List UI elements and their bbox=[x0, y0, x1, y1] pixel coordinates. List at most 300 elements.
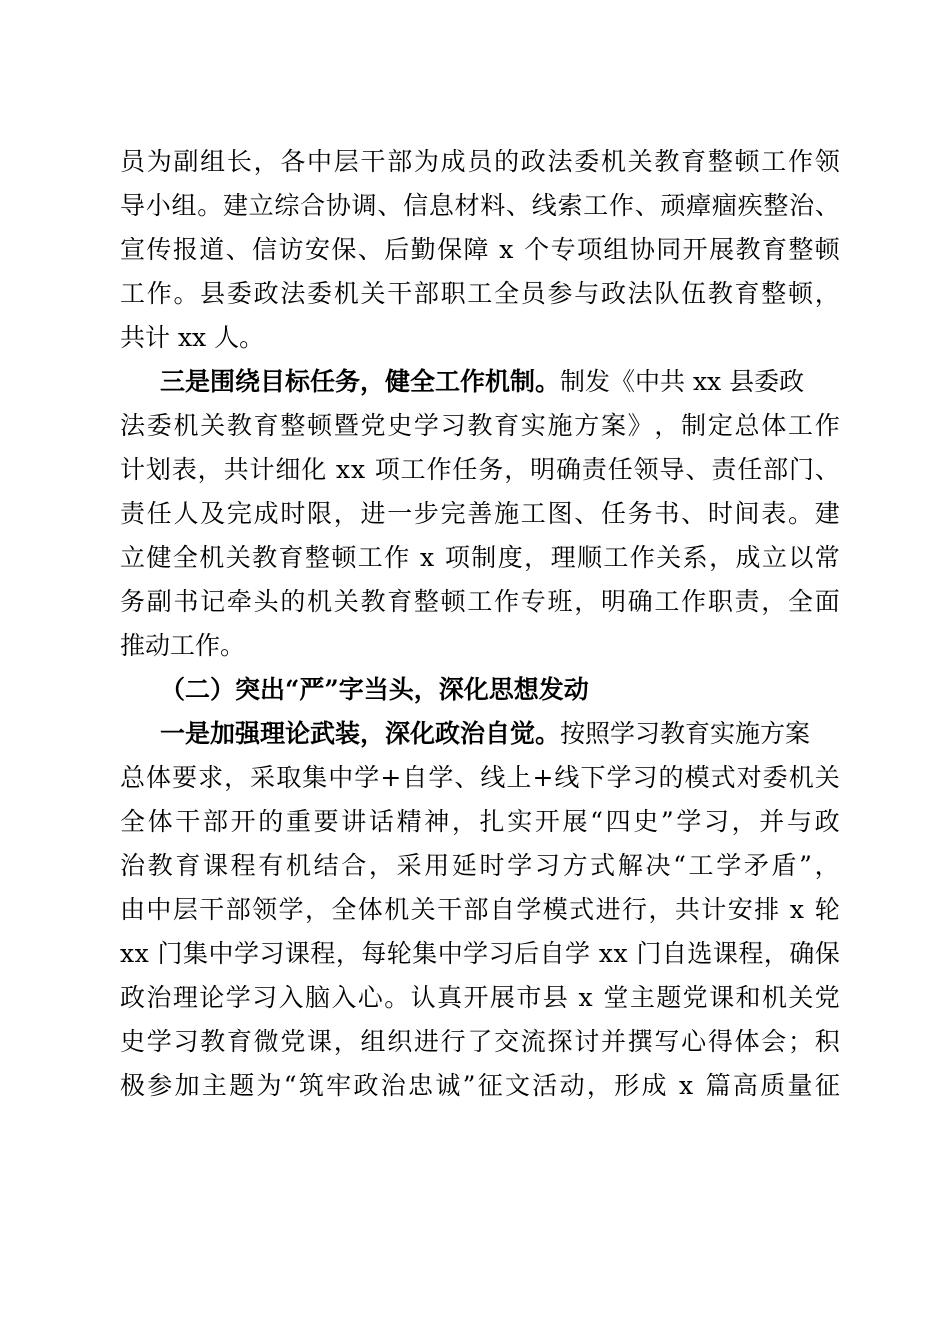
glyph: 体 bbox=[147, 807, 173, 836]
glyph: 政 bbox=[814, 807, 840, 836]
glyph: 课 bbox=[284, 939, 310, 968]
glyph: 、 bbox=[814, 455, 840, 484]
glyph: 领 bbox=[814, 147, 840, 176]
glyph: 学 bbox=[354, 763, 380, 792]
glyph: ， bbox=[335, 939, 361, 968]
glyph: 委 bbox=[574, 147, 600, 176]
glyph: 写 bbox=[654, 1027, 680, 1056]
glyph: 习 bbox=[534, 851, 560, 880]
text-line: 共计 xx 人。 bbox=[120, 323, 265, 352]
glyph: 干 bbox=[387, 279, 413, 308]
glyph: 作 bbox=[426, 455, 452, 484]
glyph: 。 bbox=[384, 983, 410, 1012]
glyph: 整 bbox=[788, 235, 814, 264]
glyph bbox=[594, 976, 602, 1020]
glyph: 书 bbox=[654, 499, 680, 528]
glyph: 委 bbox=[307, 279, 333, 308]
glyph: 学 bbox=[565, 939, 591, 968]
glyph: 部 bbox=[763, 455, 789, 484]
glyph: 加 bbox=[174, 1071, 200, 1100]
text-line bbox=[120, 888, 840, 932]
glyph: x bbox=[679, 1071, 694, 1100]
glyph: 员 bbox=[120, 147, 146, 176]
glyph: 小 bbox=[145, 191, 171, 220]
glyph: ， bbox=[524, 543, 550, 572]
glyph: 有 bbox=[258, 851, 284, 880]
glyph: 工 bbox=[787, 411, 813, 440]
glyph: “ bbox=[283, 1071, 297, 1100]
glyph: 表 bbox=[761, 499, 787, 528]
glyph: 学 bbox=[233, 939, 259, 968]
glyph: 行 bbox=[440, 1027, 466, 1056]
document-body bbox=[120, 140, 840, 1108]
glyph: 每 bbox=[361, 939, 387, 968]
glyph: 限 bbox=[307, 499, 333, 528]
glyph: 工 bbox=[120, 279, 146, 308]
glyph: 工 bbox=[583, 191, 609, 220]
glyph: 疾 bbox=[737, 191, 763, 220]
glyph: 课 bbox=[712, 939, 738, 968]
glyph: 关 bbox=[333, 587, 359, 616]
glyph: 入 bbox=[331, 983, 357, 1012]
text-line bbox=[120, 1064, 840, 1108]
glyph: 划 bbox=[145, 455, 171, 484]
glyph bbox=[149, 932, 157, 976]
glyph: 学 bbox=[676, 807, 702, 836]
glyph: 、 bbox=[814, 191, 840, 220]
glyph: 学 bbox=[146, 1027, 172, 1056]
glyph: 班 bbox=[547, 587, 573, 616]
glyph: 模 bbox=[542, 895, 568, 924]
glyph: 量 bbox=[787, 1071, 813, 1100]
glyph: 头 bbox=[253, 587, 279, 616]
glyph: 息 bbox=[428, 191, 454, 220]
glyph: 法 bbox=[547, 147, 573, 176]
glyph: 调 bbox=[351, 191, 377, 220]
glyph: 整 bbox=[707, 147, 733, 176]
glyph: 务 bbox=[627, 499, 653, 528]
glyph: 下 bbox=[580, 763, 606, 792]
glyph: 取 bbox=[276, 763, 302, 792]
glyph bbox=[436, 536, 444, 580]
glyph: 成 bbox=[253, 499, 279, 528]
glyph: 心 bbox=[681, 1027, 707, 1056]
glyph: 顿 bbox=[440, 587, 466, 616]
glyph: 全 bbox=[787, 587, 813, 616]
glyph: 治 bbox=[789, 191, 815, 220]
glyph: 领 bbox=[633, 455, 659, 484]
glyph: 认 bbox=[410, 983, 436, 1012]
glyph: 育 bbox=[734, 279, 760, 308]
glyph: 安 bbox=[727, 895, 753, 924]
glyph: 得 bbox=[707, 1027, 733, 1056]
glyph: 重 bbox=[285, 807, 311, 836]
glyph: 实 bbox=[507, 807, 533, 836]
glyph: 责 bbox=[711, 455, 737, 484]
glyph: 关 bbox=[814, 763, 840, 792]
glyph: 干 bbox=[437, 895, 463, 924]
glyph: 顿 bbox=[307, 411, 333, 440]
glyph: 门 bbox=[789, 455, 815, 484]
glyph: 责 bbox=[734, 587, 760, 616]
glyph: ， bbox=[451, 807, 477, 836]
glyph: ， bbox=[333, 499, 359, 528]
glyph: 教 bbox=[226, 411, 252, 440]
glyph: ， bbox=[814, 851, 840, 880]
text-line bbox=[120, 580, 840, 624]
glyph: 习 bbox=[703, 807, 729, 836]
glyph: 矛 bbox=[743, 851, 769, 880]
glyph: 建 bbox=[814, 499, 840, 528]
glyph: 合 bbox=[341, 851, 367, 880]
glyph: 党 bbox=[814, 983, 840, 1012]
glyph: 集 bbox=[183, 939, 209, 968]
glyph: 时 bbox=[707, 499, 733, 528]
glyph: 主 bbox=[201, 1071, 227, 1100]
glyph: 话 bbox=[368, 807, 394, 836]
glyph: 化 bbox=[301, 455, 327, 484]
glyph: 整 bbox=[763, 191, 789, 220]
glyph: 副 bbox=[173, 147, 199, 176]
glyph: 制 bbox=[681, 411, 707, 440]
text-span: 制发《中共 xx 县委政 bbox=[560, 367, 805, 396]
glyph: 展 bbox=[562, 807, 588, 836]
glyph: 习 bbox=[252, 983, 278, 1012]
glyph: ， bbox=[763, 939, 789, 968]
glyph: 治 bbox=[146, 983, 172, 1012]
glyph: 以 bbox=[788, 543, 814, 572]
glyph: 牢 bbox=[326, 1071, 352, 1100]
glyph: 自 bbox=[539, 939, 565, 968]
glyph: 学 bbox=[225, 983, 251, 1012]
glyph: 工 bbox=[603, 543, 629, 572]
glyph: 用 bbox=[424, 851, 450, 880]
glyph: 工 bbox=[761, 147, 787, 176]
glyph: 题 bbox=[656, 983, 682, 1012]
glyph: 进 bbox=[595, 895, 621, 924]
glyph: 交 bbox=[494, 1027, 520, 1056]
glyph: 党 bbox=[682, 983, 708, 1012]
glyph: 党 bbox=[280, 1027, 306, 1056]
glyph: 诚 bbox=[435, 1071, 461, 1100]
glyph: 自 bbox=[402, 763, 428, 792]
glyph: 机 bbox=[600, 147, 626, 176]
glyph: 导 bbox=[120, 191, 146, 220]
text-line bbox=[120, 228, 840, 272]
glyph: 定 bbox=[707, 411, 733, 440]
glyph bbox=[490, 228, 498, 272]
glyph: 时 bbox=[280, 499, 306, 528]
glyph: ， bbox=[224, 763, 250, 792]
glyph: 项 bbox=[576, 235, 602, 264]
glyph: 作 bbox=[608, 191, 634, 220]
glyph: ， bbox=[761, 587, 787, 616]
glyph: 表 bbox=[171, 455, 197, 484]
glyph: 习 bbox=[173, 1027, 199, 1056]
glyph: 安 bbox=[304, 235, 330, 264]
glyph: 材 bbox=[454, 191, 480, 220]
glyph: 机 bbox=[173, 411, 199, 440]
glyph: 程 bbox=[230, 851, 256, 880]
glyph: 立 bbox=[248, 191, 274, 220]
glyph: 与 bbox=[786, 807, 812, 836]
glyph: 选 bbox=[687, 939, 713, 968]
glyph: 责 bbox=[581, 455, 607, 484]
glyph: 图 bbox=[547, 499, 573, 528]
glyph: 明 bbox=[530, 455, 556, 484]
glyph: 脑 bbox=[304, 983, 330, 1012]
glyph: 县 bbox=[542, 983, 568, 1012]
glyph: ” bbox=[799, 851, 812, 880]
glyph: 项 bbox=[444, 543, 470, 572]
glyph: 干 bbox=[175, 807, 201, 836]
glyph: 。 bbox=[787, 499, 813, 528]
paragraph-lead: 三是围绕目标任务，健全工作机制。 bbox=[160, 367, 561, 396]
glyph: 、 bbox=[574, 499, 600, 528]
glyph: 政 bbox=[353, 1071, 379, 1100]
glyph: 系 bbox=[682, 543, 708, 572]
glyph: 确 bbox=[789, 939, 815, 968]
glyph: 专 bbox=[520, 587, 546, 616]
glyph: ， bbox=[654, 411, 680, 440]
glyph: 顽 bbox=[660, 191, 686, 220]
glyph: 对 bbox=[736, 763, 762, 792]
glyph: 征 bbox=[477, 1071, 503, 1100]
glyph: 委 bbox=[226, 279, 252, 308]
glyph: “ bbox=[590, 807, 603, 836]
glyph: 暨 bbox=[333, 411, 359, 440]
glyph: 开 bbox=[463, 983, 489, 1012]
glyph: 职 bbox=[440, 279, 466, 308]
glyph: 时 bbox=[479, 851, 505, 880]
glyph: ， bbox=[504, 455, 530, 484]
glyph: 顿 bbox=[787, 279, 813, 308]
glyph: 总 bbox=[120, 763, 146, 792]
glyph: 展 bbox=[489, 983, 515, 1012]
glyph: 任 bbox=[607, 455, 633, 484]
glyph: 理 bbox=[550, 543, 576, 572]
glyph: 论 bbox=[199, 983, 225, 1012]
glyph: 面 bbox=[814, 587, 840, 616]
glyph: 成 bbox=[641, 1071, 667, 1100]
glyph: 、 bbox=[681, 499, 707, 528]
glyph: 和 bbox=[735, 983, 761, 1012]
glyph: 与 bbox=[574, 279, 600, 308]
glyph: 参 bbox=[547, 279, 573, 308]
glyph: 门 bbox=[636, 939, 662, 968]
glyph: 机 bbox=[761, 983, 787, 1012]
glyph: 人 bbox=[173, 499, 199, 528]
glyph: 采 bbox=[250, 763, 276, 792]
glyph: 作 bbox=[494, 587, 520, 616]
glyph: 进 bbox=[413, 1027, 439, 1056]
glyph: x bbox=[420, 543, 435, 572]
glyph: 传 bbox=[146, 235, 172, 264]
glyph: 开 bbox=[230, 807, 256, 836]
glyph: 协 bbox=[325, 191, 351, 220]
text-line bbox=[120, 448, 840, 492]
glyph: 立 bbox=[120, 543, 146, 572]
glyph: 障 bbox=[463, 235, 489, 264]
glyph: 集 bbox=[302, 763, 328, 792]
glyph: 课 bbox=[709, 983, 735, 1012]
glyph: 微 bbox=[253, 1027, 279, 1056]
glyph: 、 bbox=[506, 191, 532, 220]
glyph: 线 bbox=[480, 763, 506, 792]
glyph: 心 bbox=[357, 983, 383, 1012]
glyph: 建 bbox=[222, 191, 248, 220]
glyph: ， bbox=[368, 851, 394, 880]
glyph: 作 bbox=[787, 147, 813, 176]
glyph: 学 bbox=[463, 939, 489, 968]
text-line bbox=[120, 1020, 840, 1064]
glyph: 史 bbox=[633, 807, 659, 836]
glyph: x bbox=[120, 939, 135, 968]
glyph: 政 bbox=[520, 147, 546, 176]
glyph: 务 bbox=[478, 455, 504, 484]
glyph: 机 bbox=[307, 587, 333, 616]
glyph: 政 bbox=[253, 279, 279, 308]
glyph: 育 bbox=[494, 411, 520, 440]
glyph: 个 bbox=[524, 235, 550, 264]
glyph: 工 bbox=[520, 499, 546, 528]
glyph: 门 bbox=[157, 939, 183, 968]
glyph: 方 bbox=[574, 411, 600, 440]
glyph: 痼 bbox=[711, 191, 737, 220]
glyph: 了 bbox=[467, 1027, 493, 1056]
glyph: 主 bbox=[629, 983, 655, 1012]
glyph: 任 bbox=[452, 455, 478, 484]
glyph: 索 bbox=[557, 191, 583, 220]
text-line bbox=[120, 976, 840, 1020]
glyph: 机 bbox=[788, 763, 814, 792]
glyph: 、 bbox=[454, 763, 480, 792]
glyph: 育 bbox=[278, 543, 304, 572]
glyph: 合 bbox=[300, 191, 326, 220]
glyph: + bbox=[380, 763, 402, 792]
glyph: 关 bbox=[627, 147, 653, 176]
glyph: ” bbox=[660, 807, 674, 836]
glyph bbox=[327, 448, 335, 492]
glyph: 线 bbox=[554, 763, 580, 792]
glyph: 导 bbox=[659, 455, 685, 484]
glyph: 及 bbox=[200, 499, 226, 528]
glyph: 征 bbox=[814, 1071, 840, 1100]
section-heading: （二）突出“严”字当头，深化思想发动 bbox=[160, 675, 589, 704]
glyph: 体 bbox=[761, 411, 787, 440]
glyph: 、 bbox=[685, 455, 711, 484]
glyph: 任 bbox=[600, 499, 626, 528]
glyph: 部 bbox=[413, 279, 439, 308]
glyph: 、 bbox=[357, 235, 383, 264]
glyph: 机 bbox=[199, 543, 225, 572]
glyph: 集 bbox=[412, 939, 438, 968]
glyph: 报 bbox=[172, 235, 198, 264]
glyph: 教 bbox=[147, 851, 173, 880]
glyph: 式 bbox=[590, 851, 616, 880]
glyph: 育 bbox=[175, 851, 201, 880]
text-line bbox=[120, 536, 840, 580]
glyph: 工 bbox=[467, 279, 493, 308]
glyph: ， bbox=[731, 807, 757, 836]
text-line bbox=[120, 184, 840, 228]
glyph: 务 bbox=[120, 587, 146, 616]
glyph: 协 bbox=[629, 235, 655, 264]
glyph: 委 bbox=[146, 411, 172, 440]
glyph: 关 bbox=[225, 543, 251, 572]
glyph: 学 bbox=[606, 763, 632, 792]
glyph: 后 bbox=[514, 939, 540, 968]
glyph: 教 bbox=[252, 543, 278, 572]
glyph: 施 bbox=[494, 499, 520, 528]
glyph: 忠 bbox=[408, 1071, 434, 1100]
glyph: 案 bbox=[600, 411, 626, 440]
glyph: 整 bbox=[413, 587, 439, 616]
glyph: 会 bbox=[761, 1027, 787, 1056]
glyph: 教 bbox=[707, 279, 733, 308]
glyph: 组 bbox=[200, 147, 226, 176]
glyph: 并 bbox=[600, 1027, 626, 1056]
glyph: 关 bbox=[410, 895, 436, 924]
glyph: 计 bbox=[701, 895, 727, 924]
glyph: 部 bbox=[463, 895, 489, 924]
glyph: 由 bbox=[120, 895, 146, 924]
glyph: 市 bbox=[516, 983, 542, 1012]
glyph: 、 bbox=[377, 191, 403, 220]
paragraph-lead: 一是加强理论武装，深化政治自觉。 bbox=[160, 719, 561, 748]
glyph: x bbox=[335, 455, 351, 484]
glyph: x bbox=[598, 939, 614, 968]
glyph bbox=[669, 1064, 677, 1108]
glyph: 质 bbox=[760, 1071, 786, 1100]
glyph: 学 bbox=[516, 895, 542, 924]
glyph: 委 bbox=[762, 763, 788, 792]
glyph: 学 bbox=[507, 851, 533, 880]
glyph: 法 bbox=[120, 411, 146, 440]
glyph: 四 bbox=[605, 807, 631, 836]
glyph bbox=[591, 932, 599, 976]
glyph: 育 bbox=[681, 147, 707, 176]
glyph: 进 bbox=[360, 499, 386, 528]
text-line bbox=[120, 140, 840, 184]
glyph: 神 bbox=[424, 807, 450, 836]
glyph: 全 bbox=[331, 895, 357, 924]
text-line bbox=[120, 932, 840, 976]
glyph: 学 bbox=[716, 851, 742, 880]
glyph: 教 bbox=[360, 587, 386, 616]
glyph: 组 bbox=[360, 1027, 386, 1056]
glyph: 政 bbox=[600, 279, 626, 308]
glyph: 为 bbox=[413, 147, 439, 176]
glyph: 细 bbox=[275, 455, 301, 484]
glyph: 顿 bbox=[734, 147, 760, 176]
glyph: 扎 bbox=[479, 807, 505, 836]
glyph: 文 bbox=[504, 1071, 530, 1100]
glyph: 习 bbox=[632, 763, 658, 792]
glyph: 体 bbox=[146, 763, 172, 792]
glyph: 轮 bbox=[386, 939, 412, 968]
glyph: 后 bbox=[384, 235, 410, 264]
glyph: 篇 bbox=[705, 1071, 731, 1100]
glyph: 开 bbox=[682, 235, 708, 264]
glyph: 极 bbox=[120, 1071, 146, 1100]
glyph: 善 bbox=[467, 499, 493, 528]
glyph: 作 bbox=[146, 279, 172, 308]
glyph: x bbox=[134, 939, 149, 968]
glyph: 干 bbox=[199, 895, 225, 924]
glyph: 任 bbox=[146, 499, 172, 528]
glyph: x bbox=[499, 235, 514, 264]
